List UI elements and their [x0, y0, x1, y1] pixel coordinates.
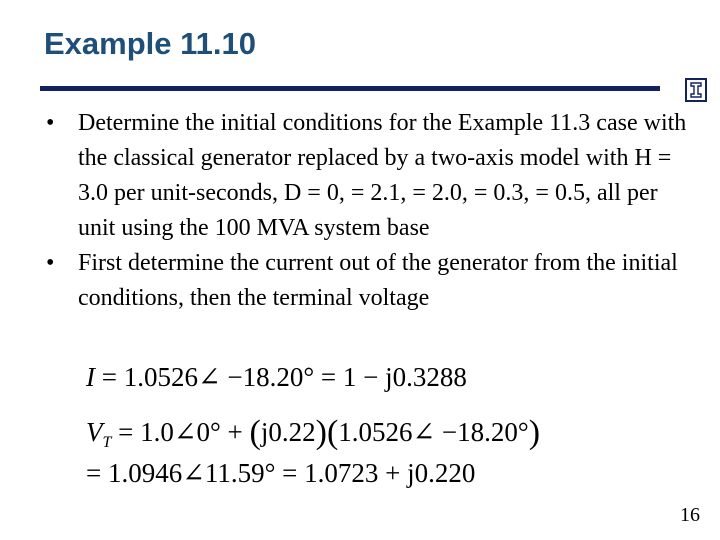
bullet-list: [40, 106, 690, 316]
bullet-item: [40, 246, 690, 316]
current-factor: 1.0526∠ −18.20°: [338, 417, 529, 447]
bullet-marker: •: [46, 250, 55, 276]
bullet-text: First determine the current out of the generator from the initial conditions, then the terminal voltage: [78, 250, 678, 311]
voltage-result-rhs: = 1.0946∠11.59° = 1.0723 + j0.220: [86, 458, 476, 488]
title-rule: [40, 86, 660, 91]
bullet-item: [40, 106, 690, 246]
voltage-subscript: T: [102, 434, 112, 451]
voltage-symbol: V: [86, 417, 103, 447]
block-i-icon: [687, 80, 705, 100]
terminal-voltage-result: [86, 458, 475, 489]
slide-title: Example 11.10: [44, 26, 256, 61]
paren-close-2: ): [528, 414, 541, 451]
current-equation-rhs: = 1.0526∠ −18.20° = 1 − j0.3288: [101, 362, 467, 392]
paren-open: (: [249, 414, 261, 451]
paren-close: ): [315, 414, 327, 451]
voltage-equation-part: = 1.0∠0° +: [118, 417, 250, 447]
impedance-factor: j0.22: [260, 417, 316, 447]
university-logo-icon: [685, 78, 707, 102]
terminal-voltage-equation: [86, 414, 540, 452]
paren-open-2: (: [326, 414, 339, 451]
bullet-text: Determine the initial conditions for the Example 11.3 case with the classical generator replaced by a two-axis model with H = 3.0 per unit-seconds, D = 0, = 2.1, = 2.0, = 0.3, = 0.5, all per unit using the 100 MVA system base: [78, 110, 687, 241]
page-number: 16: [680, 504, 700, 526]
current-symbol: I: [86, 362, 95, 392]
current-equation: [86, 362, 467, 393]
bullet-marker: •: [46, 110, 55, 136]
